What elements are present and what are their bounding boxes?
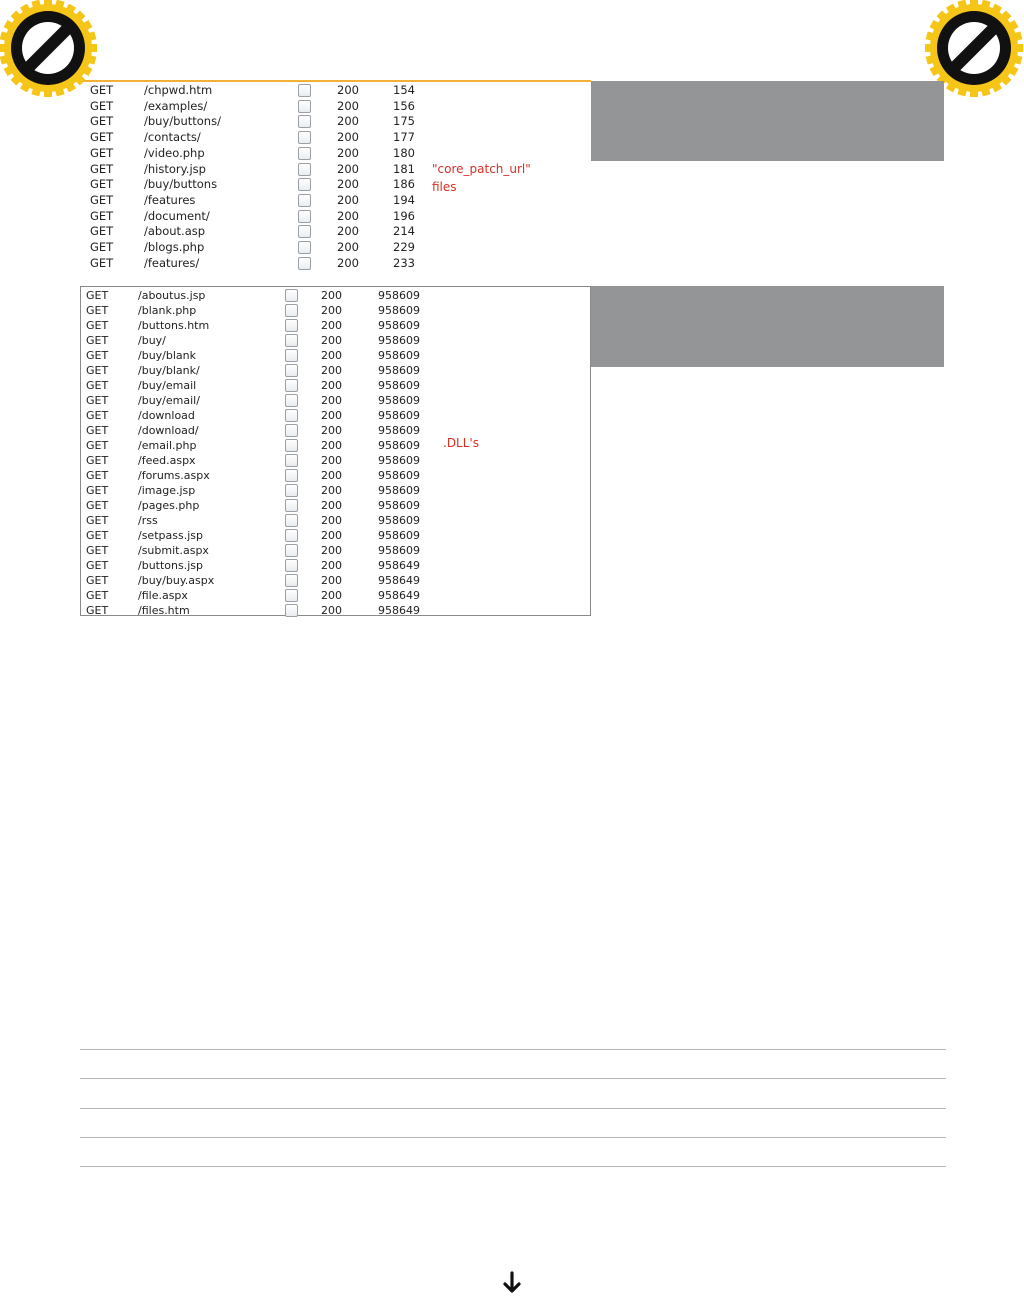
length-cell: 958609	[378, 484, 420, 497]
status-cell: 200	[321, 289, 342, 302]
length-cell: 958609	[378, 544, 420, 557]
status-cell: 200	[321, 484, 342, 497]
status-cell: 200	[321, 574, 342, 587]
status-cell: 200	[337, 192, 359, 207]
length-cell: 958609	[378, 454, 420, 467]
status-cell: 200	[321, 424, 342, 437]
row-checkbox[interactable]	[298, 225, 311, 238]
row-checkbox[interactable]	[285, 349, 298, 362]
path-cell: /features	[144, 192, 196, 207]
arrow-down-icon[interactable]	[500, 1270, 524, 1296]
status-cell: 200	[321, 559, 342, 572]
method-cell: GET	[86, 589, 109, 602]
status-cell: 200	[337, 255, 359, 270]
status-cell: 200	[321, 439, 342, 452]
divider-line	[80, 1137, 946, 1138]
status-cell: 200	[321, 319, 342, 332]
status-cell: 200	[321, 409, 342, 422]
path-cell: /buttons.htm	[138, 319, 210, 332]
method-cell: GET	[86, 484, 109, 497]
method-cell: GET	[86, 364, 109, 377]
status-cell: 200	[337, 208, 359, 223]
length-cell: 958609	[378, 424, 420, 437]
row-checkbox[interactable]	[298, 115, 311, 128]
status-cell: 200	[321, 379, 342, 392]
row-checkbox[interactable]	[285, 394, 298, 407]
method-cell: GET	[86, 319, 109, 332]
length-cell: 958609	[378, 349, 420, 362]
status-cell: 200	[321, 499, 342, 512]
method-cell: GET	[90, 192, 114, 207]
path-cell: /image.jsp	[138, 484, 196, 497]
length-cell: 958609	[378, 394, 420, 407]
core-patch-url-annotation	[432, 160, 531, 196]
row-checkbox[interactable]	[285, 334, 298, 347]
divider-line	[80, 1166, 946, 1167]
method-cell: GET	[86, 334, 109, 347]
length-cell: 194	[393, 192, 415, 207]
row-checkbox[interactable]	[285, 529, 298, 542]
row-checkbox[interactable]	[285, 589, 298, 602]
row-checkbox[interactable]	[298, 257, 311, 270]
row-checkbox[interactable]	[298, 241, 311, 254]
method-cell: GET	[90, 224, 114, 239]
path-cell: /buy/email	[138, 379, 197, 392]
row-checkbox[interactable]	[285, 304, 298, 317]
length-cell: 180	[393, 145, 415, 160]
length-cell: 958649	[378, 589, 420, 602]
row-checkbox[interactable]	[285, 544, 298, 557]
length-cell: 958649	[378, 604, 420, 617]
row-checkbox[interactable]	[298, 131, 311, 144]
status-cell: 200	[321, 364, 342, 377]
row-checkbox[interactable]	[285, 499, 298, 512]
path-cell: /setpass.jsp	[138, 529, 203, 542]
method-cell: GET	[90, 114, 114, 129]
method-cell: GET	[86, 349, 109, 362]
path-cell: /features/	[144, 255, 200, 270]
path-cell: /buy/blank	[138, 349, 196, 362]
path-cell: /buy/	[138, 334, 166, 347]
path-cell: /submit.aspx	[138, 544, 209, 557]
row-checkbox[interactable]	[285, 604, 298, 617]
path-cell: /email.php	[138, 439, 197, 452]
status-cell: 200	[321, 544, 342, 557]
status-cell: 200	[337, 114, 359, 129]
status-cell: 200	[321, 589, 342, 602]
path-cell: /about.asp	[144, 224, 206, 239]
method-cell: GET	[90, 145, 114, 160]
row-checkbox[interactable]	[285, 379, 298, 392]
path-cell: /buy/blank/	[138, 364, 200, 377]
method-cell: GET	[86, 574, 109, 587]
divider-line	[80, 1078, 946, 1079]
divider-line	[80, 1049, 946, 1050]
status-cell: 200	[321, 469, 342, 482]
path-cell: /download/	[138, 424, 199, 437]
length-cell: 958609	[378, 304, 420, 317]
length-cell: 958609	[378, 514, 420, 527]
row-checkbox[interactable]	[298, 194, 311, 207]
row-checkbox[interactable]	[285, 424, 298, 437]
annotation-line: files	[432, 180, 457, 194]
method-cell: GET	[90, 98, 114, 113]
length-cell: 177	[393, 130, 415, 145]
length-cell: 186	[393, 177, 415, 192]
row-checkbox[interactable]	[285, 364, 298, 377]
length-cell: 958649	[378, 574, 420, 587]
path-cell: /video.php	[144, 145, 205, 160]
row-checkbox[interactable]	[285, 439, 298, 452]
length-cell: 958609	[378, 319, 420, 332]
status-cell: 200	[321, 529, 342, 542]
path-cell: /files.htm	[138, 604, 190, 617]
length-cell: 958609	[378, 469, 420, 482]
redacted-block	[591, 286, 944, 367]
length-cell: 958609	[378, 364, 420, 377]
row-checkbox[interactable]	[285, 319, 298, 332]
request-table-large	[80, 286, 591, 616]
path-cell: /buy/buy.aspx	[138, 574, 215, 587]
path-cell: /blank.php	[138, 304, 197, 317]
method-cell: GET	[86, 379, 109, 392]
status-cell: 200	[337, 130, 359, 145]
row-checkbox[interactable]	[285, 574, 298, 587]
method-cell: GET	[86, 454, 109, 467]
row-checkbox[interactable]	[298, 147, 311, 160]
method-cell: GET	[86, 559, 109, 572]
status-cell: 200	[321, 394, 342, 407]
length-cell: 958609	[378, 439, 420, 452]
method-cell: GET	[86, 529, 109, 542]
path-cell: /buy/buttons/	[144, 114, 221, 129]
path-cell: /feed.aspx	[138, 454, 196, 467]
status-cell: 200	[337, 224, 359, 239]
length-cell: 958609	[378, 499, 420, 512]
method-cell: GET	[86, 304, 109, 317]
path-cell: /contacts/	[144, 130, 201, 145]
path-cell: /file.aspx	[138, 589, 188, 602]
path-cell: /blogs.php	[144, 240, 205, 254]
method-cell: GET	[86, 469, 109, 482]
method-cell: GET	[86, 394, 109, 407]
status-cell: 200	[337, 98, 359, 113]
status-cell: 200	[337, 177, 359, 192]
status-cell: 200	[337, 161, 359, 176]
length-cell: 958609	[378, 409, 420, 422]
row-checkbox[interactable]	[285, 484, 298, 497]
length-cell: 154	[393, 83, 415, 97]
path-cell: /forums.aspx	[138, 469, 210, 482]
path-cell: /rss	[138, 514, 158, 527]
method-cell: GET	[86, 289, 109, 302]
length-cell: 156	[393, 98, 415, 113]
row-checkbox[interactable]	[285, 559, 298, 572]
method-cell: GET	[86, 544, 109, 557]
path-cell: /chpwd.htm	[144, 83, 213, 97]
status-cell: 200	[321, 304, 342, 317]
status-cell: 200	[337, 83, 359, 97]
method-cell: GET	[86, 604, 109, 617]
row-checkbox[interactable]	[285, 289, 298, 302]
annotation-line: "core_patch_url"	[432, 162, 531, 176]
path-cell: /buy/buttons	[144, 177, 218, 192]
length-cell: 958609	[378, 379, 420, 392]
method-cell: GET	[86, 439, 109, 452]
status-cell: 200	[337, 240, 359, 254]
row-checkbox[interactable]	[298, 163, 311, 176]
dll-annotation: .DLL's	[443, 436, 479, 450]
row-checkbox[interactable]	[285, 514, 298, 527]
divider-line	[80, 1108, 946, 1109]
method-cell: GET	[90, 83, 114, 97]
status-cell: 200	[321, 454, 342, 467]
row-checkbox[interactable]	[298, 178, 311, 191]
redacted-block	[591, 81, 944, 161]
length-cell: 958609	[378, 289, 420, 302]
path-cell: /download	[138, 409, 195, 422]
status-cell: 200	[321, 514, 342, 527]
length-cell: 958609	[378, 334, 420, 347]
path-cell: /examples/	[144, 98, 208, 113]
length-cell: 958609	[378, 529, 420, 542]
length-cell: 214	[393, 224, 415, 239]
length-cell: 196	[393, 208, 415, 223]
method-cell: GET	[90, 240, 114, 254]
length-cell: 958649	[378, 559, 420, 572]
method-cell: GET	[90, 130, 114, 145]
method-cell: GET	[90, 177, 114, 192]
path-cell: /buy/email/	[138, 394, 200, 407]
status-cell: 200	[321, 349, 342, 362]
row-checkbox[interactable]	[285, 469, 298, 482]
method-cell: GET	[86, 424, 109, 437]
method-cell: GET	[90, 161, 114, 176]
row-checkbox[interactable]	[285, 454, 298, 467]
status-cell: 200	[337, 145, 359, 160]
method-cell: GET	[90, 208, 114, 223]
length-cell: 233	[393, 255, 415, 270]
path-cell: /document/	[144, 208, 210, 223]
row-checkbox[interactable]	[298, 84, 311, 97]
length-cell: 181	[393, 161, 415, 176]
method-cell: GET	[90, 255, 114, 270]
length-cell: 229	[393, 240, 415, 254]
path-cell: /pages.php	[138, 499, 200, 512]
status-cell: 200	[321, 604, 342, 617]
row-checkbox[interactable]	[298, 210, 311, 223]
row-checkbox[interactable]	[298, 100, 311, 113]
path-cell: /history.jsp	[144, 161, 206, 176]
length-cell: 175	[393, 114, 415, 129]
path-cell: /buttons.jsp	[138, 559, 203, 572]
status-cell: 200	[321, 334, 342, 347]
method-cell: GET	[86, 409, 109, 422]
row-checkbox[interactable]	[285, 409, 298, 422]
method-cell: GET	[86, 499, 109, 512]
method-cell: GET	[86, 514, 109, 527]
path-cell: /aboutus.jsp	[138, 289, 206, 302]
